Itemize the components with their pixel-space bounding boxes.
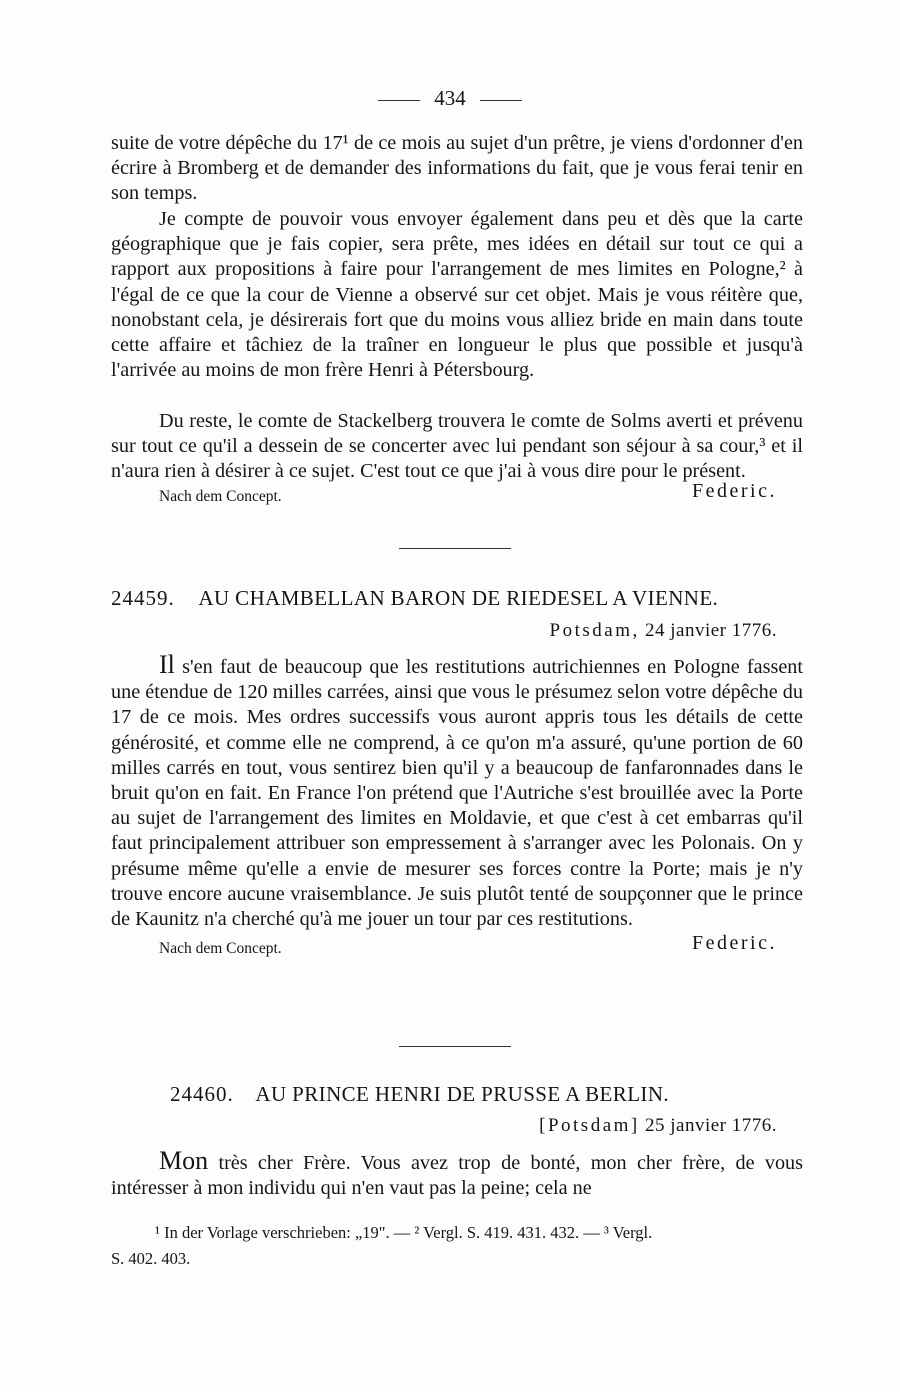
letter-body — [111, 1148, 803, 1201]
letter-date: 24 janvier 1776. — [644, 620, 777, 641]
section-separator — [399, 1046, 511, 1047]
paragraph: Je compte de pouvoir vous envoyer également dans peu et dès que la carte géographique que je fais copier, sera prête, mes idées en détail sur tout ce qui a rapport aux propositions à faire pour l'arrangement de mes limites en Pologne,² à l'égal de ce que la cour de Vienne a observé sur cet objet. Mais je vous réitère que, nonobstant cela, je désirerais fort que du moins vous alliez bride en main dans toute cette affaire et tâchiez de la traîner en longueur le plus que possible et jusqu'à l'arrivée au moins de mon frère Henri à Pétersbourg. — [111, 208, 803, 382]
continued-letter — [111, 131, 803, 506]
closing — [111, 932, 803, 958]
paragraph: Du reste, le comte de Stackelberg trouvera le comte de Solms averti et prévenu sur tout ce qu'il a dessein de se concerter avec lui pendant son séjour à sa cour,³ et il n'aura rien à désirer à ce sujet. C'est tout ce que j'ai à vous dire pour le présent. — [111, 410, 803, 483]
initial: Il — [159, 650, 175, 679]
letter-place: Potsdam, — [549, 620, 640, 641]
paragraph-text: très cher Frère. Vous avez trop de bonté, mon cher frère, de vous intéresser à mon individu qui n'en vaut pas la peine; cela ne — [111, 1152, 803, 1200]
letter-dateline — [539, 1115, 777, 1137]
footnotes — [111, 1220, 803, 1272]
signature: Federic. — [692, 932, 777, 955]
header-rule-left — [378, 100, 420, 101]
signature: Federic. — [692, 479, 777, 502]
paragraph — [111, 652, 803, 932]
letter-title: AU PRINCE HENRI DE PRUSSE A BERLIN. — [255, 1082, 670, 1106]
paragraph: suite de votre dépêche du 17¹ de ce mois au sujet d'un prêtre, je viens d'ordonner d'en écrire à Bromberg et de demander des informations du fait, que je vous ferai tenir en son temps. — [111, 132, 803, 205]
page-header — [0, 86, 900, 111]
source-note: Nach dem Concept. — [159, 940, 282, 958]
letter-heading — [111, 586, 803, 611]
letter-dateline — [550, 620, 777, 642]
letter-title: AU CHAMBELLAN BARON DE RIEDESEL A VIENNE. — [198, 586, 719, 610]
initial: Mon — [159, 1146, 209, 1175]
header-rule-right — [480, 100, 522, 101]
letter-date: 25 janvier 1776. — [644, 1115, 777, 1136]
footnote-line: ¹ In der Vorlage verschrieben: „19". — ² Vergl. S. 419. 431. 432. — ³ Vergl. — [155, 1223, 653, 1242]
source-note: Nach dem Concept. — [159, 487, 282, 505]
footnote-line: S. 402. 403. — [111, 1249, 191, 1268]
letter-place: [Potsdam] — [539, 1115, 640, 1136]
paragraph-text: s'en faut de beaucoup que les restitutions autrichiennes en Pologne fassent une étendue de 120 milles carrées, ainsi que vous le présumez selon votre dépêche du 17 de ce mois. Mes ordres successifs vous auront appris tous les détails de cette générosité, et comme elle ne comprend, à ce qu'on m'a assuré, qu'une portion de 60 milles carrés en tout, vous sentirez bien qu'il y a beaucoup de fanfaronnades dans le bruit qu'on en fait. En France l'on prétend que l'Autriche s'est brouillée avec la Porte au sujet de l'arrangement des limites en Moldavie, et que c'est à cet embarras qu'il faut principalement attribuer son empressement à s'arranger avec les Polonais. On y présume même qu'elle a envie de mesurer ses forces contre la Porte; mais je n'y trouve encore aucune vraisemblance. Je suis plutôt tenté de soupçonner que le prince de Kaunitz n'a cherché qu'à me jouer un tour par ces restitutions. — [111, 656, 803, 931]
paragraph — [111, 1148, 803, 1201]
letter-number: 24460. — [170, 1082, 234, 1106]
section-separator — [399, 548, 511, 549]
closing — [111, 479, 803, 506]
letter-body — [111, 652, 803, 958]
page-number: 434 — [434, 86, 466, 110]
letter-number: 24459. — [111, 586, 175, 610]
letter-heading — [170, 1082, 810, 1107]
